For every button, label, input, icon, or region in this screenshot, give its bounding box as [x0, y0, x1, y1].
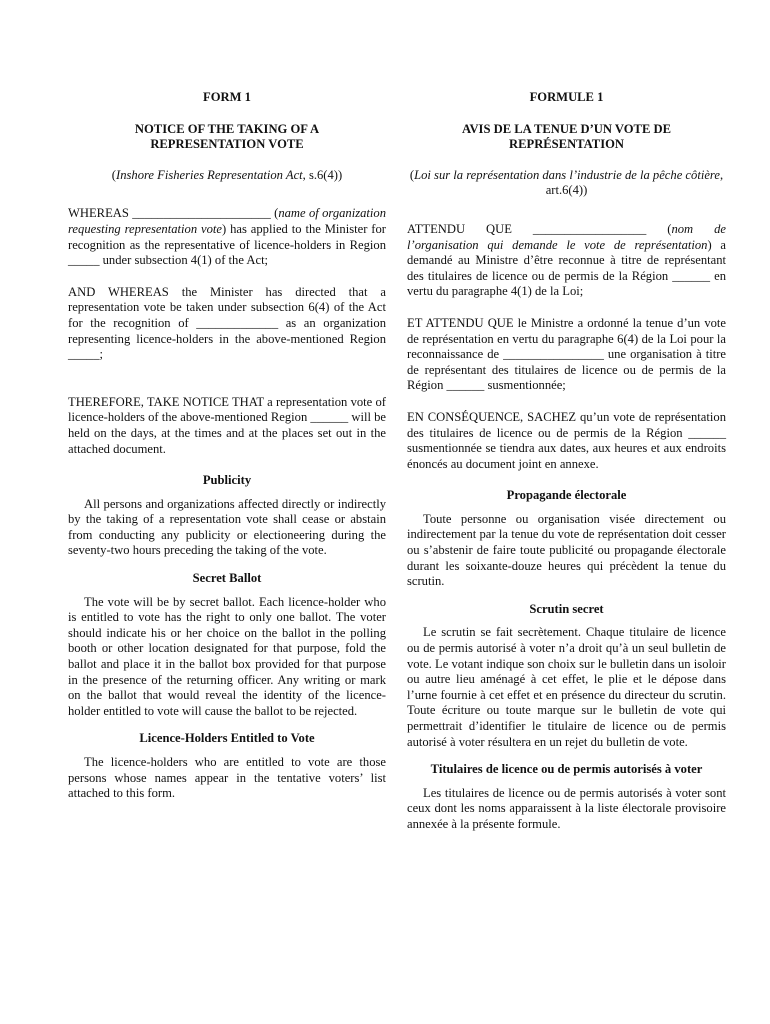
propagande-text: Toute personne ou organisation visée directement ou indirectement par la tenue du vote de représentation doit cesser ou s’abstenir de faire toute publicité ou propagande électorale durant les soixante-douze heures qui précèdent la tenue du scrutin. — [407, 511, 726, 589]
form-number: FORM 1 — [203, 90, 251, 104]
formule-number: FORMULE 1 — [529, 90, 604, 104]
organization-name-hint: name of organization requesting representation vote — [68, 206, 387, 236]
form-title — [68, 122, 386, 153]
formule-title-line2: REPRÉSENTATION — [509, 137, 624, 152]
publicity-heading: Publicity — [202, 473, 252, 488]
en-consequence-paragraph: EN CONSÉQUENCE, SACHEZ qu’un vote de représentation des titulaires de licence ou de permis de la Région ______ susmentionnée se tiendra aux dates, aux heures et aux endroits énoncés au document joint en annexe. — [407, 409, 726, 471]
titulaires-heading: Titulaires de licence ou de permis autorisés à voter — [430, 762, 703, 777]
secret-ballot-heading: Secret Ballot — [192, 571, 262, 586]
and-whereas-paragraph: AND WHEREAS the Minister has directed that a representation vote be taken under subsection 6(4) of the Act for the recognition of _____________ as an organization representing licence-holders in the above-mentioned Region _____; — [68, 284, 386, 362]
english-column — [68, 90, 386, 814]
whereas-paragraph: WHEREAS ______________________ (name of organization requesting representation vote) has applied to the Minister for recognition as the representative of licence-holders in Region _____ under subsection 4(1) of the Act; — [68, 206, 387, 268]
attendu-paragraph: ATTENDU QUE __________________ (nom de l’organisation qui demande le vote de représentation) a demandé au Ministre d’être reconnue à titre de représentant des titulaires de licence ou de permis de la Région ______ en vertu du paragraphe 4(1) de la Loi; — [407, 221, 726, 299]
et-attendu-paragraph: ET ATTENDU QUE le Ministre a ordonné la tenue d’un vote de représentation en vertu du paragraphe 6(4) de la Loi pour la reconnaissance de ________________ une organisation à titre de représentant des titulaires de licence ou de permis de la Région ______ susmentionnée; — [407, 315, 726, 393]
loi-name: Loi sur la représentation dans l’industrie de la pêche côtière — [414, 167, 720, 182]
form-title-line2: REPRESENTATION VOTE — [150, 137, 304, 152]
therefore-paragraph: THEREFORE, TAKE NOTICE THAT a representation vote of licence-holders of the above-mentioned Region ______ will be held on the days, at the times and at the places set out in the attached document. — [68, 394, 386, 456]
scrutin-secret-text: Le scrutin se fait secrètement. Chaque titulaire de licence ou de permis autorisé à voter n’a droit qu’à un seul bulletin de vote. Le votant indique son choix sur le bulletin dans un isoloir ou autre lieu aménagé à cet effet, le plie et le dépose dans l’urne fournie à cet effet et en présence du directeur du scrutin. Toute écriture ou toute marque sur le bulletin de vote qui permettrait d’identifier le titulaire de licence ou de permis autorisé à voter résultera en un rejet du bulletin de vote. — [407, 625, 726, 749]
licence-holders-text: The licence-holders who are entitled to vote are those persons whose names appear in the tentative voters’ list attached to this form. — [68, 755, 386, 801]
publicity-text: All persons and organizations affected directly or indirectly by the taking of a representation vote shall cease or abstain from conducting any publicity or electioneering during the seventy-two hours preceding the taking of the vote. — [68, 496, 386, 558]
propagande-heading: Propagande électorale — [506, 488, 627, 503]
loi-citation: (Loi sur la représentation dans l’industrie de la pêche côtière, art.6(4)) — [409, 167, 724, 198]
secret-ballot-text: The vote will be by secret ballot. Each licence-holder who is entitled to vote has the right to only one ballot. The voter should indicate his or her choice on the ballot in the polling booth or other location designated for that purpose, fold the ballot and place it in the ballot box provided for that purpose in the presence of the returning officer. Any writing or mark on the ballot that would reveal the identity of the licence-holder entitled to vote will cause the ballot to be rejected. — [68, 594, 386, 718]
organisation-name-hint: nom de l’organisation qui demande le vote de représentation — [407, 221, 726, 252]
formule-title — [407, 122, 726, 153]
act-name: Inshore Fisheries Representation Act — [116, 167, 303, 182]
licence-holders-heading: Licence-Holders Entitled to Vote — [139, 731, 315, 746]
form-title-line1: NOTICE OF THE TAKING OF A — [134, 121, 320, 136]
french-column — [407, 90, 726, 845]
titulaires-text: Les titulaires de licence ou de permis autorisés à voter sont ceux dont les noms apparaissent à la liste électorale provisoire annexée à la présente formule. — [407, 785, 726, 831]
scrutin-secret-heading: Scrutin secret — [529, 601, 604, 616]
act-citation: (Inshore Fisheries Representation Act, s.6(4)) — [111, 167, 343, 182]
formule-title-line1: AVIS DE LA TENUE D’UN VOTE DE — [461, 121, 671, 136]
